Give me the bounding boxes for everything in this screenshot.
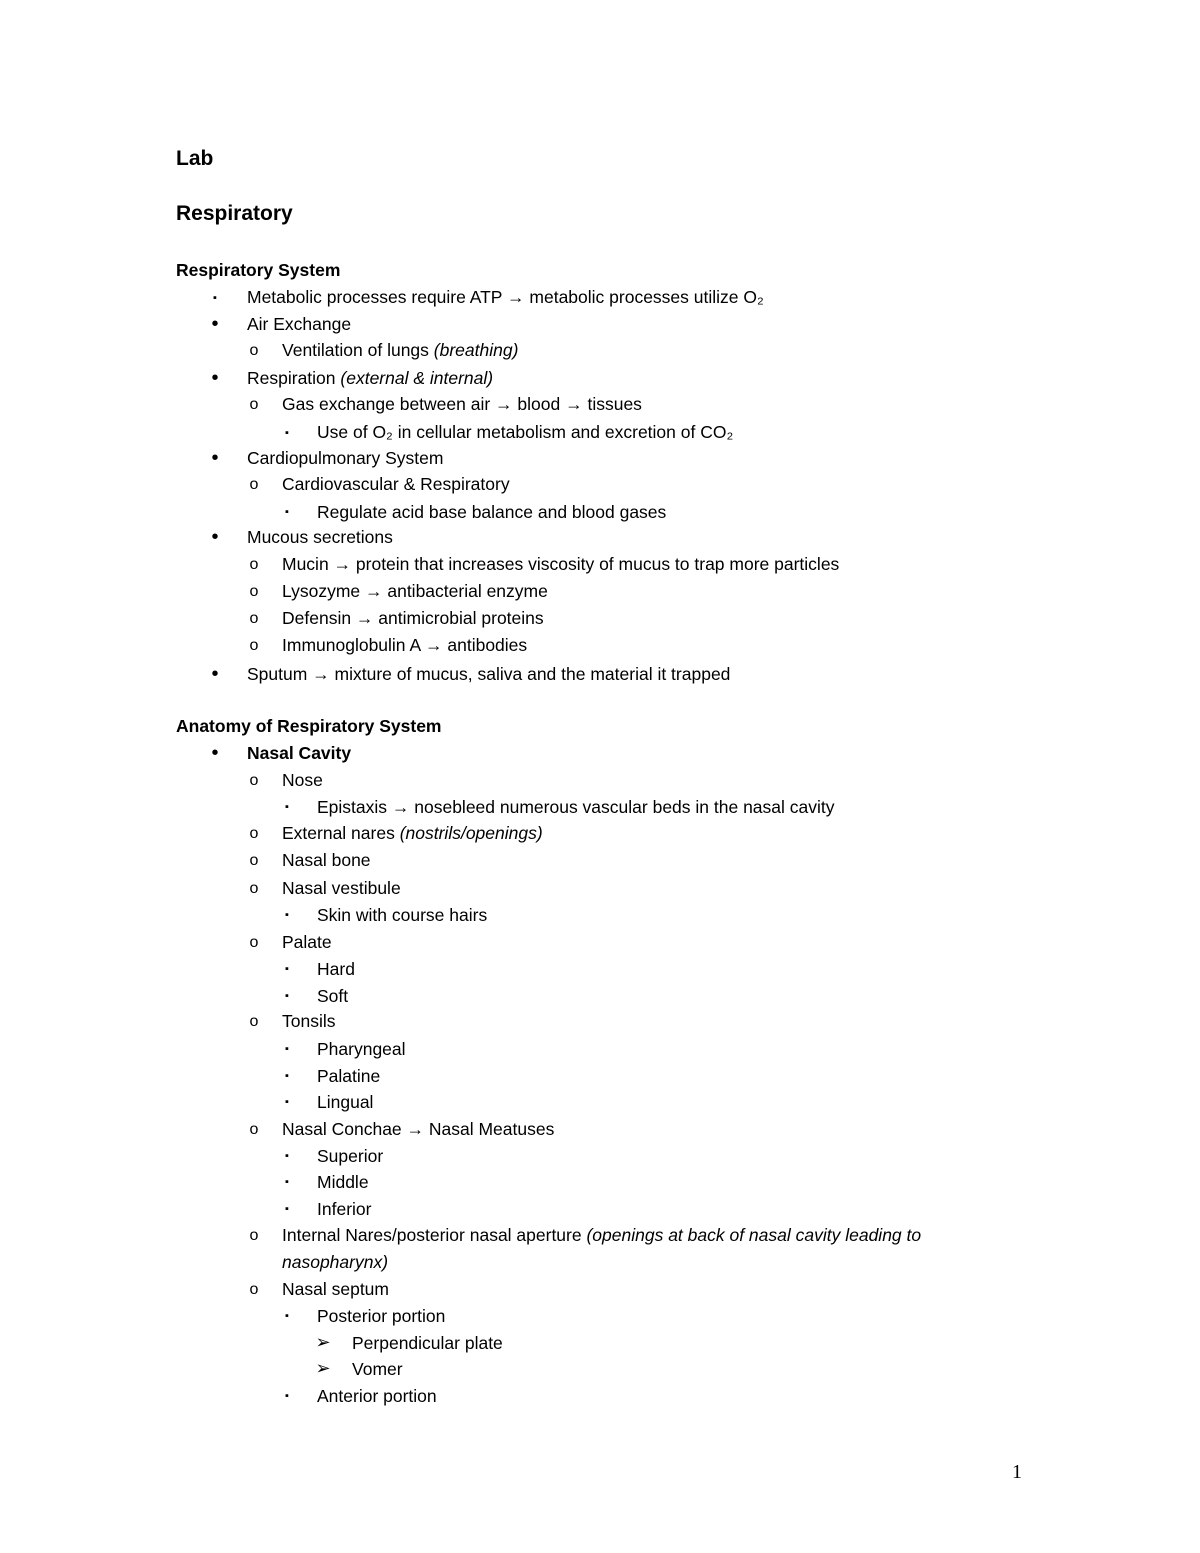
bullet-marker: ▪: [285, 990, 289, 1002]
bullet-marker: •: [211, 367, 219, 389]
page-number: 1: [1012, 1461, 1022, 1483]
bullet-marker: o: [249, 583, 259, 600]
list-item: Use of O₂ in cellular metabolism and excretion of CO₂: [317, 422, 734, 442]
list-item: Mucin → protein that increases viscosity of mucus to trap more particles: [282, 554, 840, 574]
document-subtitle: Respiratory: [176, 202, 293, 225]
bullet-marker: o: [249, 1121, 259, 1138]
list-item: Immunoglobulin A → antibodies: [282, 635, 528, 655]
list-item: Defensin → antimicrobial proteins: [282, 608, 544, 628]
bullet-marker: o: [249, 610, 259, 627]
bullet-marker: o: [249, 825, 259, 842]
document-title: Lab: [176, 147, 214, 170]
list-item: Sputum → mixture of mucus, saliva and the material it trapped: [247, 664, 731, 684]
bullet-marker: ▪: [285, 1096, 289, 1108]
bullet-marker: o: [249, 556, 259, 573]
bullet-marker: •: [211, 313, 219, 335]
list-item: Ventilation of lungs (breathing): [282, 340, 519, 360]
bullet-marker: •: [211, 742, 219, 764]
list-item: Soft: [317, 986, 349, 1006]
bullet-marker: ▪: [213, 292, 217, 304]
bullet-marker: ▪: [285, 1043, 289, 1055]
list-item: Superior: [317, 1146, 384, 1166]
bullet-marker: o: [249, 772, 259, 789]
list-item: Cardiovascular & Respiratory: [282, 474, 510, 494]
bullet-marker: ▪: [285, 1150, 289, 1162]
arrow-bullet-icon: ➢: [315, 1332, 331, 1352]
bullet-marker: o: [249, 637, 259, 654]
list-item: Palate: [282, 932, 332, 952]
list-item: Hard: [317, 959, 355, 979]
bullet-marker: o: [249, 396, 259, 413]
list-item: Perpendicular plate: [352, 1333, 503, 1353]
list-item: Cardiopulmonary System: [247, 448, 444, 468]
bullet-marker: ▪: [285, 1070, 289, 1082]
bullet-marker: o: [249, 934, 259, 951]
bullet-marker: o: [249, 852, 259, 869]
list-item: Nasal Conchae → Nasal Meatuses: [282, 1119, 555, 1139]
list-item: Epistaxis → nosebleed numerous vascular beds in the nasal cavity: [317, 797, 835, 817]
bullet-marker: ▪: [285, 506, 289, 518]
bullet-marker: ▪: [285, 909, 289, 921]
bullet-marker: ▪: [285, 1390, 289, 1402]
bullet-marker: ▪: [285, 1176, 289, 1188]
bullet-marker: o: [249, 342, 259, 359]
list-item: Nasal septum: [282, 1279, 389, 1299]
list-item: Gas exchange between air → blood → tissues: [282, 394, 642, 414]
bullet-marker: •: [211, 526, 219, 548]
list-item: Lingual: [317, 1092, 374, 1112]
list-item: Internal Nares/posterior nasal aperture (openings at back of nasal cavity leading to: [282, 1225, 922, 1245]
list-item-continuation: nasopharynx): [282, 1252, 389, 1272]
list-item: Air Exchange: [247, 314, 352, 334]
bullet-marker: ▪: [285, 1203, 289, 1215]
bullet-marker: o: [249, 1227, 259, 1244]
bullet-marker: •: [211, 447, 219, 469]
section-heading-anatomy: Anatomy of Respiratory System: [176, 716, 442, 736]
list-item: Pharyngeal: [317, 1039, 406, 1059]
list-item: Regulate acid base balance and blood gases: [317, 502, 667, 522]
list-item: Nasal vestibule: [282, 878, 401, 898]
bullet-marker: ▪: [285, 963, 289, 975]
list-item: Nose: [282, 770, 323, 790]
bullet-marker: o: [249, 476, 259, 493]
list-item: Palatine: [317, 1066, 381, 1086]
bullet-marker: •: [211, 663, 219, 685]
list-item: Middle: [317, 1172, 369, 1192]
arrow-bullet-icon: ➢: [315, 1358, 331, 1378]
list-item: Anterior portion: [317, 1386, 437, 1406]
list-item: Metabolic processes require ATP → metabolic processes utilize O₂: [247, 287, 764, 307]
bullet-marker: o: [249, 1013, 259, 1030]
list-item: Vomer: [352, 1359, 403, 1379]
list-item: Posterior portion: [317, 1306, 446, 1326]
list-item: Lysozyme → antibacterial enzyme: [282, 581, 548, 601]
list-item: Inferior: [317, 1199, 372, 1219]
list-item: Respiration (external & internal): [247, 368, 494, 388]
bullet-marker: o: [249, 1281, 259, 1298]
bullet-marker: o: [249, 880, 259, 897]
section-heading-respiratory-system: Respiratory System: [176, 260, 341, 280]
list-item: Tonsils: [282, 1011, 336, 1031]
list-item: Nasal bone: [282, 850, 371, 870]
bullet-marker: ▪: [285, 801, 289, 813]
list-item: Nasal Cavity: [247, 743, 352, 763]
bullet-marker: ▪: [285, 427, 289, 439]
list-item: Skin with course hairs: [317, 905, 488, 925]
list-item: External nares (nostrils/openings): [282, 823, 543, 843]
list-item: Mucous secretions: [247, 527, 393, 547]
bullet-marker: ▪: [285, 1310, 289, 1322]
